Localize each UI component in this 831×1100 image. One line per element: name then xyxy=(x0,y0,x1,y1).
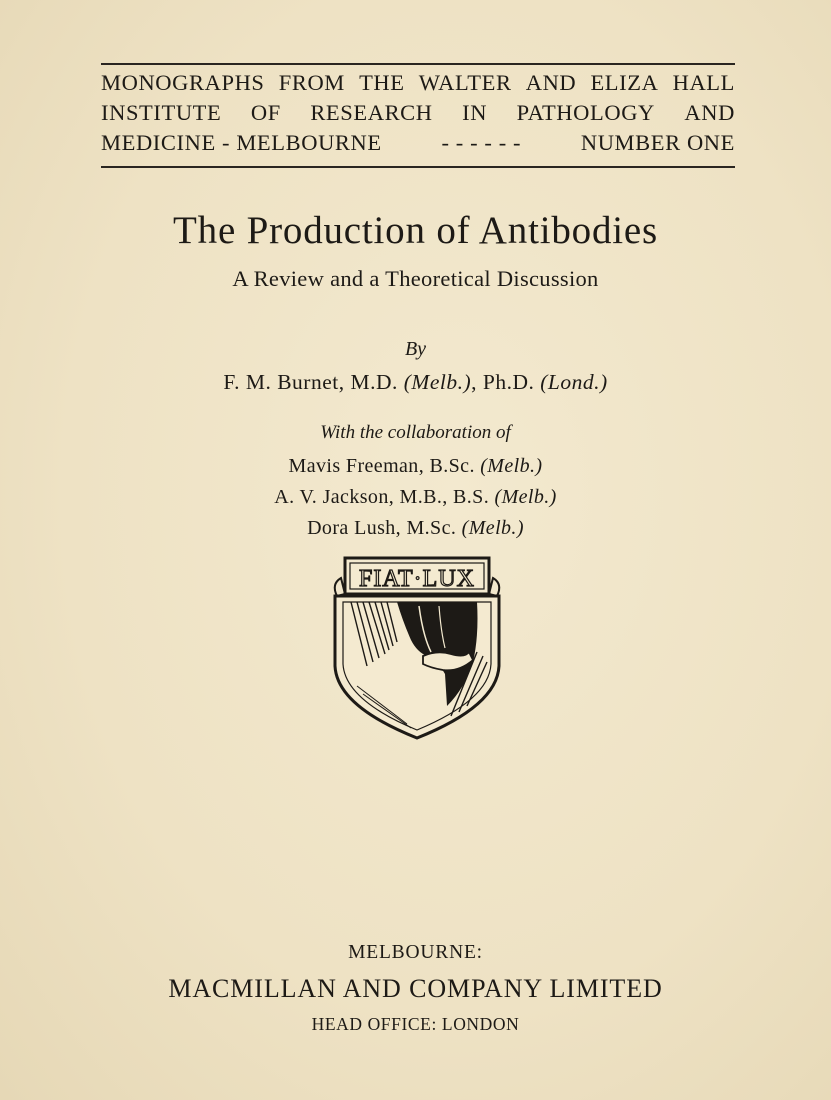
publisher-name: MACMILLAN AND COMPANY LIMITED xyxy=(168,974,663,1003)
series-city: MEDICINE - MELBOURNE xyxy=(101,130,382,155)
collaborator-1 xyxy=(0,455,831,478)
series-word: ELIZA xyxy=(590,70,659,95)
series-line-3 xyxy=(101,130,735,158)
series-word: AND xyxy=(684,100,735,125)
bottom-rule xyxy=(101,166,735,168)
author-degree-mid: , Ph.D. xyxy=(471,370,541,394)
publisher-office: HEAD OFFICE: LONDON xyxy=(311,1014,520,1034)
series-line-2 xyxy=(101,100,735,128)
series-line-1 xyxy=(101,70,735,98)
series-word: PATHOLOGY xyxy=(516,100,655,125)
collaborator-2 xyxy=(0,486,831,509)
series-word: RESEARCH xyxy=(310,100,433,125)
collaborator-name: Mavis Freeman, B.Sc. xyxy=(288,455,481,477)
series-word: FROM xyxy=(278,70,345,95)
author-line xyxy=(0,370,831,395)
series-word: MONOGRAPHS xyxy=(101,70,265,95)
collaborator-affiliation: (Melb.) xyxy=(494,486,557,508)
book-subtitle: A Review and a Theoretical Discussion xyxy=(232,266,599,291)
series-dashes: - - - - - - xyxy=(441,130,522,155)
series-word: HALL xyxy=(672,70,735,95)
top-rule xyxy=(101,63,735,65)
series-number: NUMBER ONE xyxy=(580,130,735,155)
emblem-motto: FIAT·LUX xyxy=(359,566,475,592)
collaborator-name: Dora Lush, M.Sc. xyxy=(307,517,462,539)
series-word: THE xyxy=(359,70,405,95)
collaboration-heading: With the collaboration of xyxy=(320,422,511,443)
by-line: By xyxy=(404,338,427,360)
collaborator-3 xyxy=(0,517,831,540)
book-title: The Production of Antibodies xyxy=(173,209,658,252)
series-word: WALTER xyxy=(418,70,512,95)
series-word: OF xyxy=(250,100,281,125)
publisher-city: MELBOURNE: xyxy=(348,942,483,963)
collaborator-affiliation: (Melb.) xyxy=(461,517,524,539)
collaborator-affiliation: (Melb.) xyxy=(480,455,543,477)
series-word: IN xyxy=(462,100,488,125)
shield-emblem-icon xyxy=(327,556,507,742)
series-word: INSTITUTE xyxy=(101,100,222,125)
collaborator-name: A. V. Jackson, M.B., B.S. xyxy=(274,486,495,508)
author-name: F. M. Burnet, M.D. xyxy=(223,370,404,394)
author-degree-2: (Lond.) xyxy=(540,370,608,394)
series-word: AND xyxy=(525,70,577,95)
author-degree-1: (Melb.) xyxy=(403,370,472,394)
